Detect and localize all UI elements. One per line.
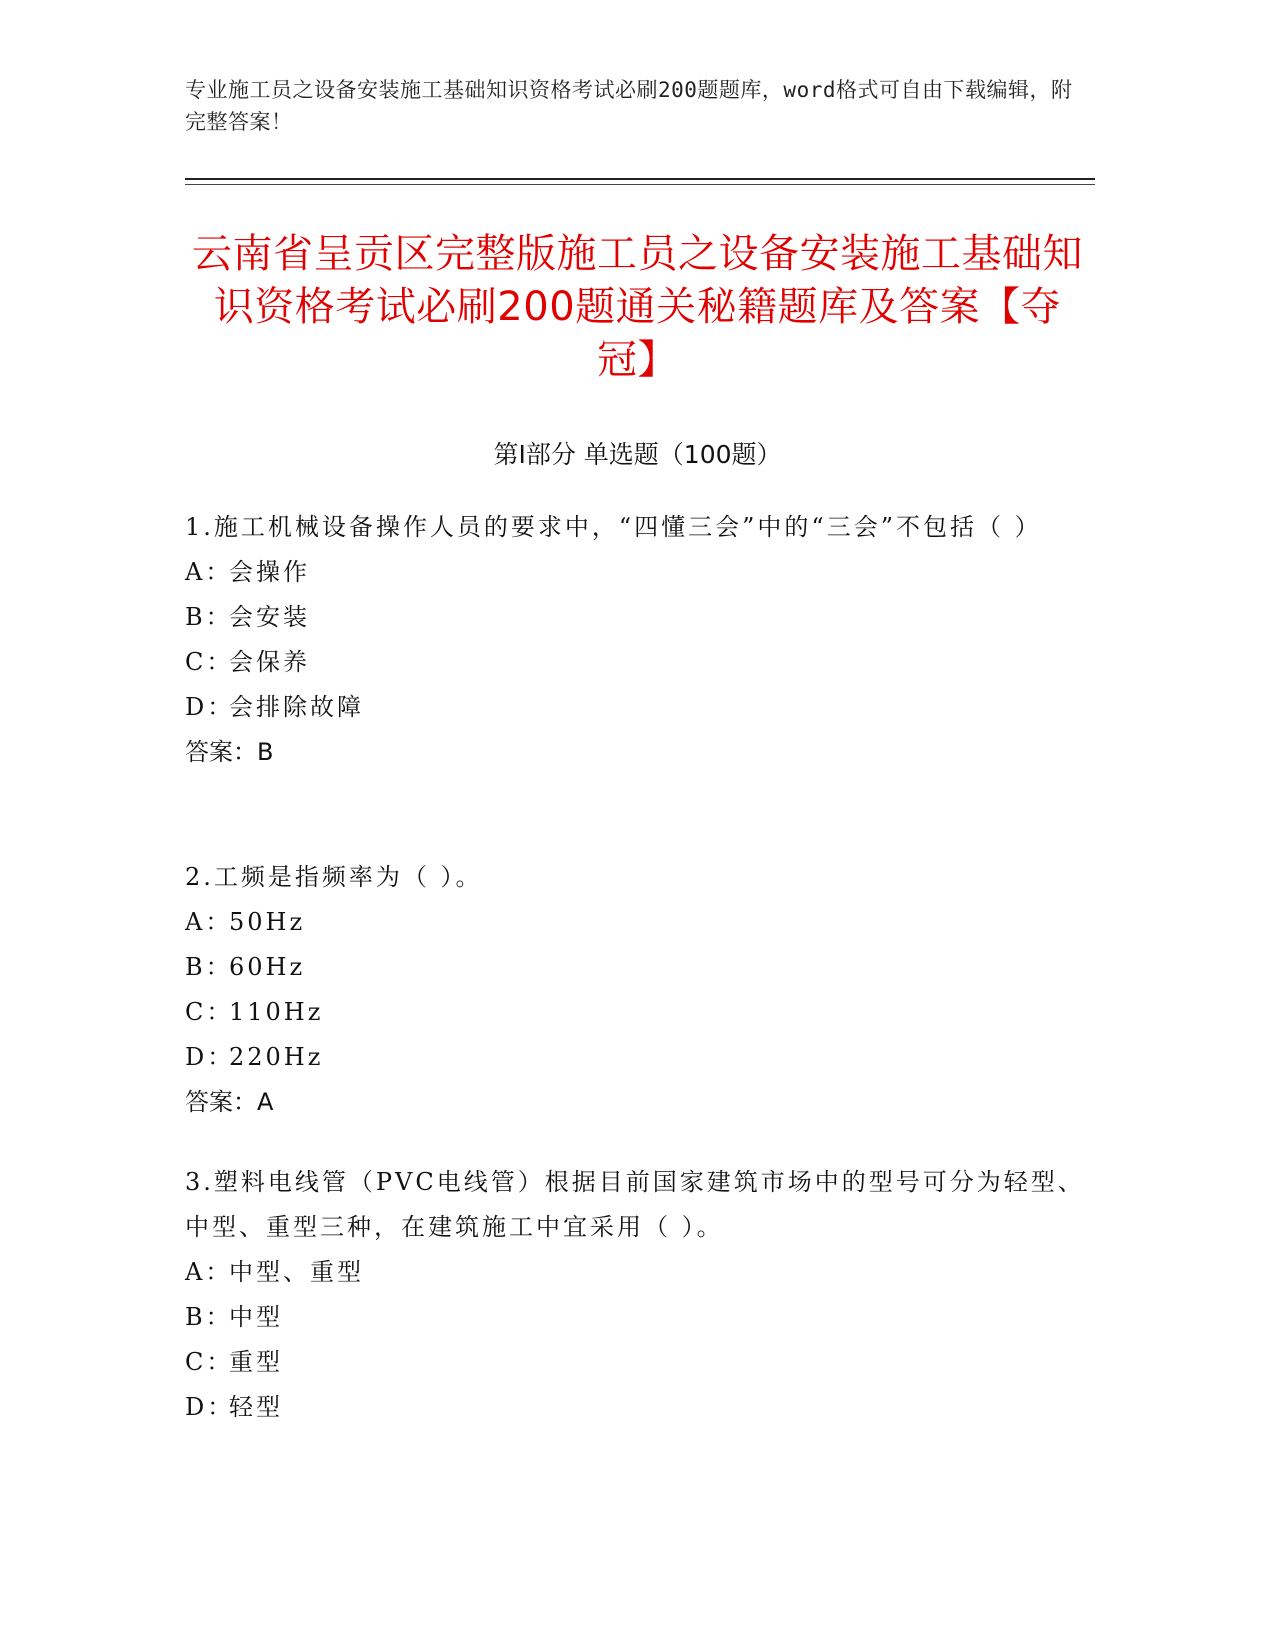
header-note: 专业施工员之设备安装施工基础知识资格考试必刷200题题库，word格式可自由下载编辑，附完整答案！ — [185, 78, 1073, 134]
option-key: D： — [185, 1043, 235, 1071]
option-c — [185, 640, 1095, 685]
option-key: C： — [185, 998, 234, 1026]
option-text: 会排除故障 — [229, 693, 364, 721]
option-key: D： — [185, 693, 235, 721]
option-d — [185, 1385, 1095, 1430]
option-key: A： — [185, 1258, 233, 1286]
option-b — [185, 1295, 1095, 1340]
answer-label: 答案：A — [185, 1088, 274, 1116]
option-text: 中型 — [229, 1303, 283, 1331]
option-key: C： — [185, 648, 234, 676]
option-text: 轻型 — [229, 1393, 283, 1421]
option-c — [185, 1340, 1095, 1385]
question-stem: 1.施工机械设备操作人员的要求中，“四懂三会”中的“三会”不包括（ ） — [185, 513, 1042, 541]
option-b — [185, 595, 1095, 640]
question-stem: 3.塑料电线管（PVC电线管）根据目前国家建筑市场中的型号可分为轻型、中型、重型三种，在建筑施工中宜采用（ ）。 — [185, 1168, 1085, 1241]
header-divider-thick — [185, 178, 1095, 180]
option-text: 会保养 — [229, 648, 310, 676]
question-2 — [185, 855, 1095, 1125]
option-key: A： — [185, 908, 233, 936]
option-key: B： — [185, 603, 233, 631]
option-c — [185, 990, 1095, 1035]
option-key: B： — [185, 1303, 233, 1331]
option-text: 会操作 — [229, 558, 310, 586]
option-a — [185, 1250, 1095, 1295]
option-text: 50Hz — [229, 908, 306, 936]
section-title: 第Ⅰ部分 单选题（100题） — [493, 440, 782, 469]
question-3 — [185, 1160, 1095, 1430]
option-key: B： — [185, 953, 233, 981]
option-a — [185, 900, 1095, 945]
question-1 — [185, 505, 1095, 775]
option-d — [185, 1035, 1095, 1080]
option-text: 220Hz — [229, 1043, 324, 1071]
document-title: 云南省呈贡区完整版施工员之设备安装施工基础知识资格考试必刷200题通关秘籍题库及答案【夺冠】 — [192, 231, 1083, 383]
answer-label: 答案：B — [185, 738, 274, 766]
option-text: 60Hz — [229, 953, 306, 981]
option-key: A： — [185, 558, 233, 586]
question-stem: 2.工频是指频率为（ ）。 — [185, 863, 483, 891]
option-d — [185, 685, 1095, 730]
option-text: 110Hz — [229, 998, 324, 1026]
option-a — [185, 550, 1095, 595]
option-b — [185, 945, 1095, 990]
option-text: 中型、重型 — [229, 1258, 364, 1286]
option-text: 会安装 — [229, 603, 310, 631]
option-text: 重型 — [229, 1348, 283, 1376]
option-key: C： — [185, 1348, 234, 1376]
header-divider-thin — [185, 184, 1095, 185]
option-key: D： — [185, 1393, 235, 1421]
